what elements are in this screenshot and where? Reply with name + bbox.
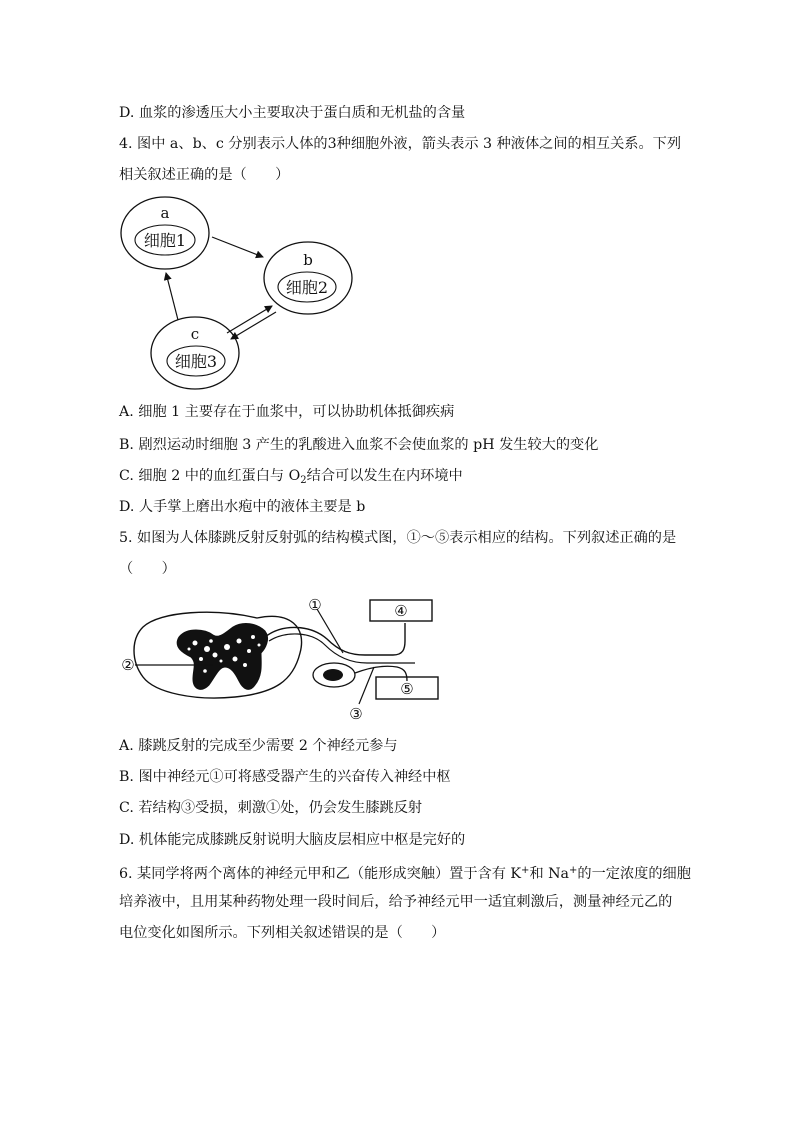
cell-3-label: 细胞3 xyxy=(174,352,218,371)
q5-option-c: C. 若结构③受损，刺激①处，仍会发生膝跳反射 xyxy=(119,800,423,816)
arrow-a-to-b xyxy=(212,237,263,257)
q4-option-b: B. 剧烈运动时细胞 3 产生的乳酸进入血浆不会使血浆的 pH 发生较大的变化 xyxy=(119,437,599,453)
q6-stem-line3: 电位变化如图所示。下列相关叙述错误的是（ ） xyxy=(119,925,446,941)
fluid-b-label: b xyxy=(303,251,313,269)
arrow-c-to-a xyxy=(166,273,178,320)
q3-option-d: D. 血浆的渗透压大小主要取决于蛋白质和无机盐的含量 xyxy=(119,105,466,121)
grey-matter xyxy=(177,624,267,690)
q5-option-d: D. 机体能完成膝跳反射说明大脑皮层相应中枢是完好的 xyxy=(119,832,466,848)
q6-stem-line1: 6. 某同学将两个离体的神经元甲和乙（能形成突触）置于含有 K+和 Na+的一定浓度的细胞 xyxy=(119,865,691,882)
q5-stem-line1: 5. 如图为人体膝跳反射反射弧的结构模式图，①～⑤表示相应的结构。下列叙述正确的是 xyxy=(119,530,677,546)
ganglion-cell-body xyxy=(323,669,343,681)
q6-stem-line2: 培养液中，且用某种药物处理一段时间后，给予神经元甲一适宜刺激后，测量神经元乙的 xyxy=(119,894,673,910)
q5-option-a: A. 膝跳反射的完成至少需要 2 个神经元参与 xyxy=(119,738,398,754)
q4-stem-line1: 4. 图中 a、b、c 分别表示人体的3种细胞外液，箭头表示 3 种液体之间的相互关系。下列 xyxy=(119,136,682,152)
q4-option-a: A. 细胞 1 主要存在于血浆中，可以协助机体抵御疾病 xyxy=(119,404,455,420)
cell-2-label: 细胞2 xyxy=(285,278,329,297)
label-3: ③ xyxy=(349,705,363,723)
arrow-b-to-c xyxy=(231,312,276,339)
label-2: ② xyxy=(121,656,135,674)
q5-option-b: B. 图中神经元①可将感受器产生的兴奋传入神经中枢 xyxy=(119,769,451,785)
fluid-a-label: a xyxy=(160,204,170,222)
neuron-1-fiber-lower xyxy=(269,634,415,663)
pointer-3 xyxy=(359,667,374,704)
q4-extracellular-fluid-diagram xyxy=(118,193,358,393)
label-1: ① xyxy=(308,596,322,614)
cell-1-label: 细胞1 xyxy=(143,231,187,250)
q5-knee-jerk-reflex-arc-diagram xyxy=(115,593,450,725)
q5-stem-line2: （ ） xyxy=(119,561,176,577)
fluid-c-label: c xyxy=(190,325,200,343)
neuron-3-fiber xyxy=(355,666,407,681)
q4-option-d: D. 人手掌上磨出水疱中的液体主要是 b xyxy=(119,499,366,515)
arrow-c-to-b xyxy=(227,306,272,333)
pointer-1 xyxy=(317,609,343,653)
label-4: ④ xyxy=(394,602,408,620)
label-5: ⑤ xyxy=(400,680,414,698)
q4-option-c: C. 细胞 2 中的血红蛋白与 $O_2$结合可以发生在内环境中 xyxy=(119,468,463,486)
q4-stem-line2: 相关叙述正确的是（ ） xyxy=(119,167,290,183)
